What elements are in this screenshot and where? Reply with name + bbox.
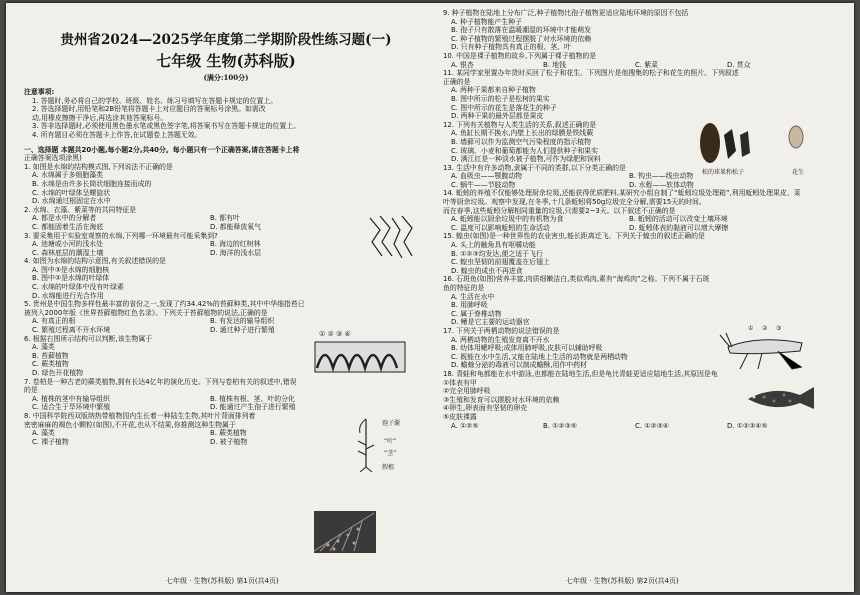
- option: A. 蚯蚓能以厨余垃圾中的有机物为食: [451, 215, 564, 224]
- option-row: [443, 224, 847, 233]
- question-text: ⑤皮肤裸露: [443, 412, 477, 421]
- question-text: 13. 生活中有许多动物,隶属于不同的类群,以下分类正确的是: [443, 163, 626, 172]
- note-item: 3. 答非选择题时,必须使用黑色墨水笔或黑色签字笔,将答案书写在答题卡规定的位置上。: [32, 122, 301, 131]
- option-row: [24, 317, 428, 326]
- option: C. 水绵的叶绿体呈螺旋状: [32, 188, 111, 197]
- question: [24, 378, 428, 412]
- exam-score: (满分:100分): [203, 73, 249, 82]
- option: C. 裸子植物: [32, 437, 69, 446]
- option: D. 都能释放氧气: [210, 222, 262, 231]
- option: C. 既能在水中生活,又能在陆地上生活的动物就是两栖动物: [451, 352, 628, 361]
- option: A. 生活在水中: [451, 292, 495, 301]
- option: D. ①②③④⑤: [727, 421, 768, 430]
- note-item: 动,用橡皮擦擦干净后,再选涂其他答案标号。: [32, 113, 168, 122]
- option: C. 适合生于旱环境中繁殖: [32, 403, 111, 412]
- pinecone-peanut-photo: [688, 121, 840, 177]
- question-text: 10. 中国是裸子植物的故乡,下列属于裸子植物的是: [443, 51, 597, 60]
- option: A. 都是水中的分解者: [32, 214, 97, 223]
- option: C. 蜗牛——节肢动物: [451, 180, 516, 189]
- option: A. ①②⑤: [451, 421, 479, 430]
- question-text: 15. 蝗虫(如图)是一种世界性的农业害虫,能长距离迁飞。下列关于蝗虫的叙述正确的是: [443, 232, 705, 241]
- question-text: 7. 卷柏是一种古老的蕨类植物,拥有长达4亿年的演化历史。下列与卷柏有关的叙述中,错误: [24, 377, 297, 386]
- option: B. ①②③⑤: [543, 421, 577, 430]
- section-heading: [24, 146, 428, 163]
- option: A. 血吸虫——颚腹动物: [451, 172, 522, 181]
- option-row: [443, 86, 847, 95]
- option-row: [443, 26, 847, 35]
- option: C. 蝗虫坚韧的前翅覆盖在后翅上: [451, 258, 550, 267]
- grouper-photo: [744, 383, 818, 413]
- option: B. ①②③均发达,便之适于飞行: [451, 249, 543, 258]
- option: B. 植株有根、茎、叶的分化: [210, 394, 295, 403]
- option: A. 两栖动物的生殖发育离不开水: [451, 335, 550, 344]
- option: D. 贯众: [727, 60, 751, 69]
- question: [443, 9, 847, 52]
- notes-heading: 注意事项:: [24, 88, 55, 96]
- footer-right: 七年级 · 生物(苏科版) 第2页(共4页): [566, 577, 679, 585]
- option-row: [443, 250, 847, 259]
- option: C. 种子植物的繁殖过程摆脱了对水环境的依赖: [451, 34, 592, 43]
- question: [24, 257, 428, 300]
- option: C. 紫菜: [635, 60, 658, 69]
- option: A. 图中③是水绵的细胞核: [32, 265, 110, 274]
- option: C. 蕨类植物: [32, 360, 69, 369]
- q15-label-1: ①: [748, 325, 754, 332]
- footer-left: 七年级 · 生物(苏科版) 第1页(共4页): [166, 577, 279, 585]
- option: D. 两种干果的最外层都是果皮: [451, 112, 544, 121]
- q4-marks: ① ② ③ ④: [319, 330, 351, 338]
- option: B. 钩虫——线虫动物: [629, 172, 694, 181]
- exam-subtitle: 七年级 生物(苏科版): [156, 52, 296, 70]
- option-row: [443, 301, 847, 310]
- option: C. 玻璃、小麦和葡萄都能为人们提供种子和果实: [451, 146, 599, 155]
- option: B. 蚯蚓的活动可以改变土壤环境: [629, 215, 728, 224]
- question: [24, 163, 428, 206]
- question-text: 密密麻麻的褐色小颗粒(如图),不开花,也从不结果,你推测这种生物属于: [24, 420, 236, 429]
- question-text: 3. 要采集用于实验室观察的水绵,下列哪一环境最有可能采集到?: [24, 231, 218, 240]
- locust-figure: [718, 323, 810, 373]
- note-item: 2. 答选择题时,用铅笔和2B铅笔将答题卡上对应题目的答案标号涂黑。如需改: [32, 105, 266, 114]
- question-text: 2. 水绵、衣藻、紫菜等的共同特征是: [24, 205, 137, 214]
- option: A. 种子植物能产生种子: [451, 17, 522, 26]
- option: A. 头上的触角具有呕嚼功能: [451, 241, 536, 250]
- option: A. 两种干果都来自种子植物: [451, 86, 536, 95]
- question-text: ①体表有甲: [443, 378, 477, 387]
- q6-label-2: “叶”: [384, 438, 397, 445]
- question-text: 14. 蚯蚓的养殖不仅能够处理厨余垃圾,还能获得优质肥料,某研究小组自制了“蚯蚓垃圾处理箱”,利用蚯蚓处理果皮、菜: [443, 189, 801, 198]
- option: B. 有发达的输导组织: [210, 317, 275, 326]
- option-row: [443, 61, 847, 70]
- option: C. ①②③④: [635, 421, 669, 430]
- option: C. 温度可以影响蚯蚓的生命活动: [451, 223, 550, 232]
- question-text: 9. 种子植物在陆地上分布广泛,种子植物比孢子植物更适应陆地环境的原因不包括: [443, 9, 689, 17]
- option: D. 通过种子进行繁殖: [210, 326, 275, 335]
- option-row: [443, 43, 847, 52]
- question: [443, 232, 847, 275]
- option: D. 水蛭——软体动物: [629, 180, 694, 189]
- question-text: 叶等厨余垃圾。观察中发现,在冬季,十几条蚯蚓将50g垃圾完全分解,需要15天的时间。: [443, 198, 706, 207]
- option: D. 能通过产生孢子进行繁殖: [210, 403, 296, 412]
- option: C. 水绵的叶绿体中没有叶绿素: [32, 283, 124, 292]
- q11-label-2: 花生: [792, 169, 805, 176]
- q6-label-3: “茎”: [384, 450, 397, 457]
- option-row: [443, 104, 847, 113]
- option: B. 地钱: [543, 60, 566, 69]
- question-text: 的是: [24, 386, 38, 395]
- option: B. 幼体用鳃呼吸;成体用肺呼吸,皮肤可以辅助呼吸: [451, 344, 603, 353]
- option-row: [24, 274, 428, 283]
- exam-sheet: [6, 3, 854, 592]
- q11-label-1: 松的球果和松子: [702, 169, 745, 176]
- question-text: 11. 某同学家里置办年货时买回了松子和花生。下列图片是他搜集的松子和花生的照片。下列叙述: [443, 69, 739, 78]
- option: B. 图中②是水绵的叶绿体: [32, 274, 110, 283]
- option: B. 都有叶: [210, 214, 240, 223]
- question: [443, 189, 847, 232]
- notes-list: [24, 97, 428, 140]
- q15-label-3: ③: [776, 325, 782, 332]
- question-text: 鱼的特征的是: [443, 284, 485, 292]
- option: A. 藻类: [32, 343, 55, 352]
- q6-label-4: 假根: [382, 464, 395, 471]
- option: D. 蟾蜍分泌的毒液可以制成蟾酥,用作中药材: [451, 361, 587, 370]
- question-text: 被列入2000年版《世界苔藓植物红色名录》。下列关于苔藓植物的说法,正确的是: [24, 308, 268, 317]
- question-text: ③生殖和发育可以摆脱对水环境的依赖: [443, 395, 560, 404]
- option-row: [443, 267, 847, 276]
- option: B. 苔藓植物: [32, 351, 69, 360]
- question: [443, 275, 847, 327]
- moss-figure: [344, 415, 414, 473]
- q6-label-1: 孢子囊: [382, 420, 401, 427]
- option: D. 被子植物: [210, 437, 248, 446]
- question-text: 18. 青蛙和龟都能在水中游泳,也都能在陆地生活,但是龟比青蛙更适应陆地生活,其原因是龟: [443, 369, 718, 378]
- option-row: [24, 189, 428, 198]
- exam-title: 贵州省2024—2025学年度第二学期阶段性练习题(一): [60, 32, 392, 48]
- question-text: 5. 贵州是中国生物多样性最丰富的省份之一,发现了约34.42%的苔藓种类,其中中华细指苔已: [24, 300, 305, 309]
- option: C. 图中所示的花生是落花生的种子: [451, 103, 557, 112]
- option-row: [24, 197, 428, 206]
- left-questions: [24, 163, 428, 447]
- option-row: [24, 180, 428, 189]
- option: C. 森林底层的潮湿土壤: [32, 248, 104, 257]
- option: D. 鳍是它主要的运动器官: [451, 318, 530, 327]
- section-line: 正确答案选项涂黑): [24, 154, 82, 163]
- option-row: [443, 422, 847, 431]
- option-row: [24, 283, 428, 292]
- option: A. 有真正的根: [32, 317, 76, 326]
- question: [443, 52, 847, 69]
- option-row: [443, 293, 847, 302]
- option: A. 池塘或小河的浅水处: [32, 240, 103, 249]
- option-row: [24, 292, 428, 301]
- option: C. 属于脊椎动物: [451, 309, 502, 318]
- question-text: 6. 根据右图所示结构可以判断,该生物属于: [24, 334, 153, 343]
- option-row: [443, 18, 847, 27]
- option: A. 水绵属于多细胞藻类: [32, 171, 103, 180]
- option: D. 水绵能进行光合作用: [32, 291, 104, 300]
- option: A. 藻类: [32, 429, 55, 438]
- q15-label-2: ②: [762, 325, 768, 332]
- fern-leaf-photo: [314, 511, 376, 553]
- option: D. 绿色开花植物: [32, 369, 84, 377]
- question-text: ④卵生,卵表面有坚韧的卵壳: [443, 404, 528, 413]
- section-line: 一、选择题 本题共20小题,每小题2分,共40分。每小题只有一个正确答案,请在答题卡上将: [24, 145, 300, 154]
- option: B. 墙藓可以作为监测空气污染程度的指示植物: [451, 137, 592, 146]
- option-row: [443, 95, 847, 104]
- option: B. 图中所示的松子是松树的果实: [451, 94, 550, 103]
- option: B. 海边的红树林: [210, 240, 261, 249]
- question-text: 1. 如图是水绵的结构模式图,下列说法不正确的是: [24, 162, 173, 171]
- option-row: [443, 181, 847, 190]
- option: B. 用肺呼吸: [451, 301, 488, 310]
- option: D. 蚯蚓体表的黏液可以增大摩擦: [629, 223, 729, 232]
- option-row: [443, 112, 847, 121]
- option: A. 植株的茎中有输导组织: [32, 394, 110, 403]
- spirogyra-figure: [366, 214, 416, 260]
- option: B. 蕨类植物: [210, 429, 247, 438]
- question-text: 16. 石斑鱼(如图)营养丰富,肉质细嫩洁白,类似鸡肉,素有“海鸡肉”之称。下列不属于石斑: [443, 275, 710, 284]
- question-text: 4. 如图为水绵的结构示意图,有关叙述错误的是: [24, 257, 166, 266]
- question: [443, 69, 847, 121]
- option: D. 水绵通过根固定在水中: [32, 197, 111, 206]
- option: A. 鱼缸长期不换水,内壁上长出的绿膜是铁线蕨: [451, 129, 594, 138]
- option-row: [24, 403, 428, 412]
- option: D. 蝗虫的成虫不再进食: [451, 266, 523, 275]
- option-row: [443, 258, 847, 267]
- option: B. 孢子只有散落在温暖潮湿的环境中才能萌发: [451, 26, 592, 35]
- option: C. 都能固着生活在海底: [32, 222, 104, 231]
- option: D. 只有种子植物具有真正的根、茎、叶: [451, 43, 571, 52]
- option-row: [443, 215, 847, 224]
- option-row: [443, 241, 847, 250]
- question-text: 正确的是: [443, 77, 471, 86]
- question-text: 8. 中国科学院西双版纳热带植物园内生长着一种陆生生物,其叶片背面排列着: [24, 411, 256, 420]
- option: B. 水绵是由许多长筒状细胞连接而成的: [32, 179, 152, 188]
- question-text: 而在春季,这些蚯蚓分解相同重量的垃圾,只需要2~3天。以下叙述不正确的是: [443, 206, 676, 215]
- note-item: 4. 所有题目必须在答题卡上作答,在试题卷上答题无效。: [32, 130, 202, 139]
- option: C. 繁殖过程离不开水环境: [32, 326, 111, 335]
- option: A. 银杏: [451, 60, 474, 69]
- question-text: 17. 下列关于两栖动物的说法错误的是: [443, 326, 560, 335]
- question-text: ②完全用肺呼吸: [443, 387, 491, 396]
- note-item: 1. 答题时,务必将自己的学校、班级、姓名、练习号填写在答题卡规定的位置上。: [32, 96, 278, 105]
- option: D. 海洋的浅水层: [210, 248, 262, 257]
- question-text: 12. 下列有关植物与人类生活的关系,叙述正确的是: [443, 120, 597, 129]
- spirogyra-cell-figure: [313, 328, 409, 378]
- option: D. 满江红是一种淡水被子植物,可作为绿肥和饲料: [451, 155, 601, 164]
- option-row: [24, 171, 428, 180]
